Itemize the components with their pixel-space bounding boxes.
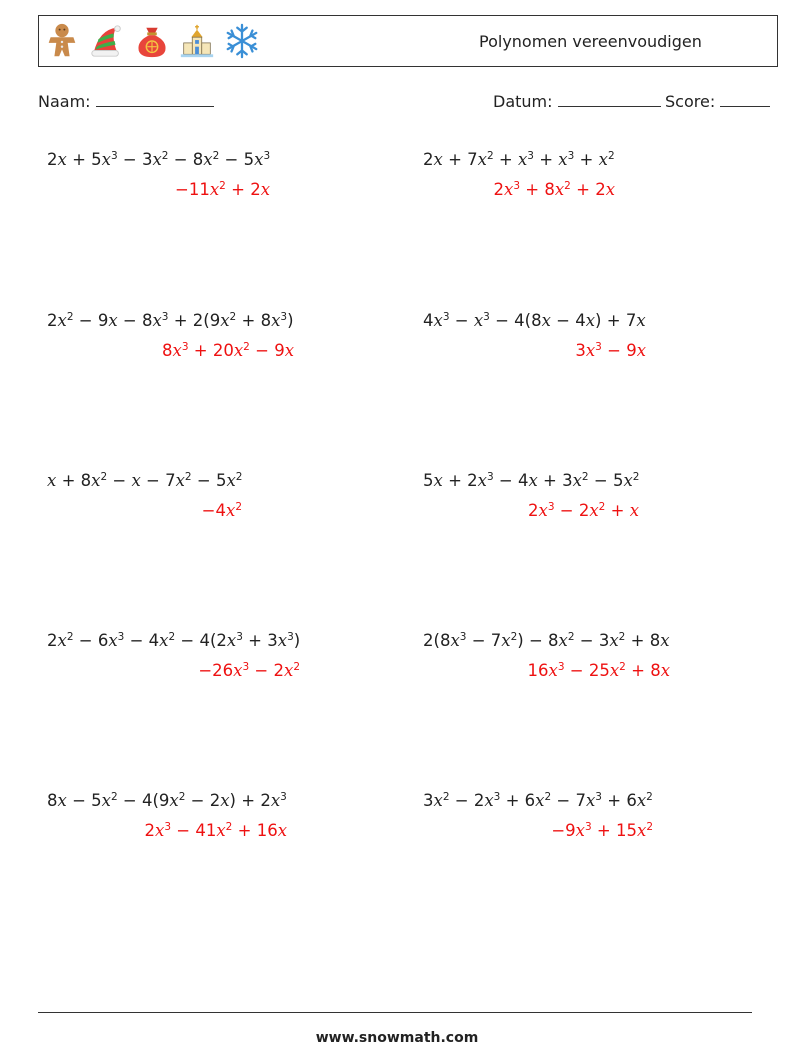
name-field	[38, 92, 214, 111]
elf-hat-icon	[88, 22, 126, 60]
problem-answer: $2x^3 - 41x^2 + 16x$	[144, 821, 287, 840]
problem-question: $2x^2 - 6x^3 - 4x^2 - 4(2x^3 + 3x^3)$	[47, 631, 301, 650]
footer-url: www.snowmath.com	[315, 1030, 479, 1046]
score-line	[720, 92, 770, 107]
date-label: Datum:	[493, 92, 553, 111]
problem-9	[47, 791, 287, 841]
problem-question: $2(8x^3 - 7x^2) - 8x^2 - 3x^2 + 8x$	[423, 631, 670, 650]
problem-7	[47, 631, 300, 681]
problem-8	[423, 631, 670, 681]
problem-answer: $-26x^3 - 2x^2$	[198, 661, 300, 680]
problem-4	[423, 311, 646, 361]
date-line	[558, 92, 661, 107]
problem-question: $5x + 2x^3 - 4x + 3x^2 - 5x^2$	[423, 471, 640, 490]
problem-question: $2x + 5x^3 - 3x^2 - 8x^2 - 5x^3$	[47, 150, 271, 169]
problem-3	[47, 311, 294, 361]
problem-question: $x + 8x^2 - x - 7x^2 - 5x^2$	[47, 471, 243, 490]
church-icon	[178, 22, 216, 60]
score-field	[665, 92, 770, 111]
problem-1	[47, 150, 270, 200]
gift-sack-icon	[133, 22, 171, 60]
problem-5	[47, 471, 242, 521]
problem-2	[423, 150, 615, 200]
score-label: Score:	[665, 92, 716, 111]
problem-question: $2x + 7x^2 + x^3 + x^3 + x^2$	[423, 150, 615, 169]
problem-answer: $2x^3 - 2x^2 + x$	[528, 501, 639, 520]
name-label: Naam:	[38, 92, 91, 111]
problem-question: $8x - 5x^2 - 4(9x^2 - 2x) + 2x^3$	[47, 791, 287, 810]
problem-answer: $3x^3 - 9x$	[575, 341, 646, 360]
snowflake-icon	[223, 22, 261, 60]
problem-answer: $2x^3 + 8x^2 + 2x$	[493, 180, 615, 199]
name-line	[96, 92, 214, 107]
problem-6	[423, 471, 639, 521]
problem-answer: $-11x^2 + 2x$	[175, 180, 270, 199]
footer-divider	[38, 1012, 752, 1013]
problem-question: $3x^2 - 2x^3 + 6x^2 - 7x^3 + 6x^2$	[423, 791, 653, 810]
problem-answer: $16x^3 - 25x^2 + 8x$	[527, 661, 670, 680]
gingerbread-icon	[43, 22, 81, 60]
problem-question: $2x^2 - 9x - 8x^3 + 2(9x^2 + 8x^3)$	[47, 311, 294, 330]
problem-10	[423, 791, 653, 841]
header-icons	[43, 22, 261, 60]
worksheet-title: Polynomen vereenvoudigen	[479, 32, 702, 51]
problem-answer: $-4x^2$	[201, 501, 242, 520]
worksheet-header	[38, 15, 778, 67]
problem-answer: $8x^3 + 20x^2 - 9x$	[162, 341, 294, 360]
problem-question: $4x^3 - x^3 - 4(8x - 4x) + 7x$	[423, 311, 646, 330]
date-field	[493, 92, 661, 111]
problem-answer: $-9x^3 + 15x^2$	[551, 821, 653, 840]
